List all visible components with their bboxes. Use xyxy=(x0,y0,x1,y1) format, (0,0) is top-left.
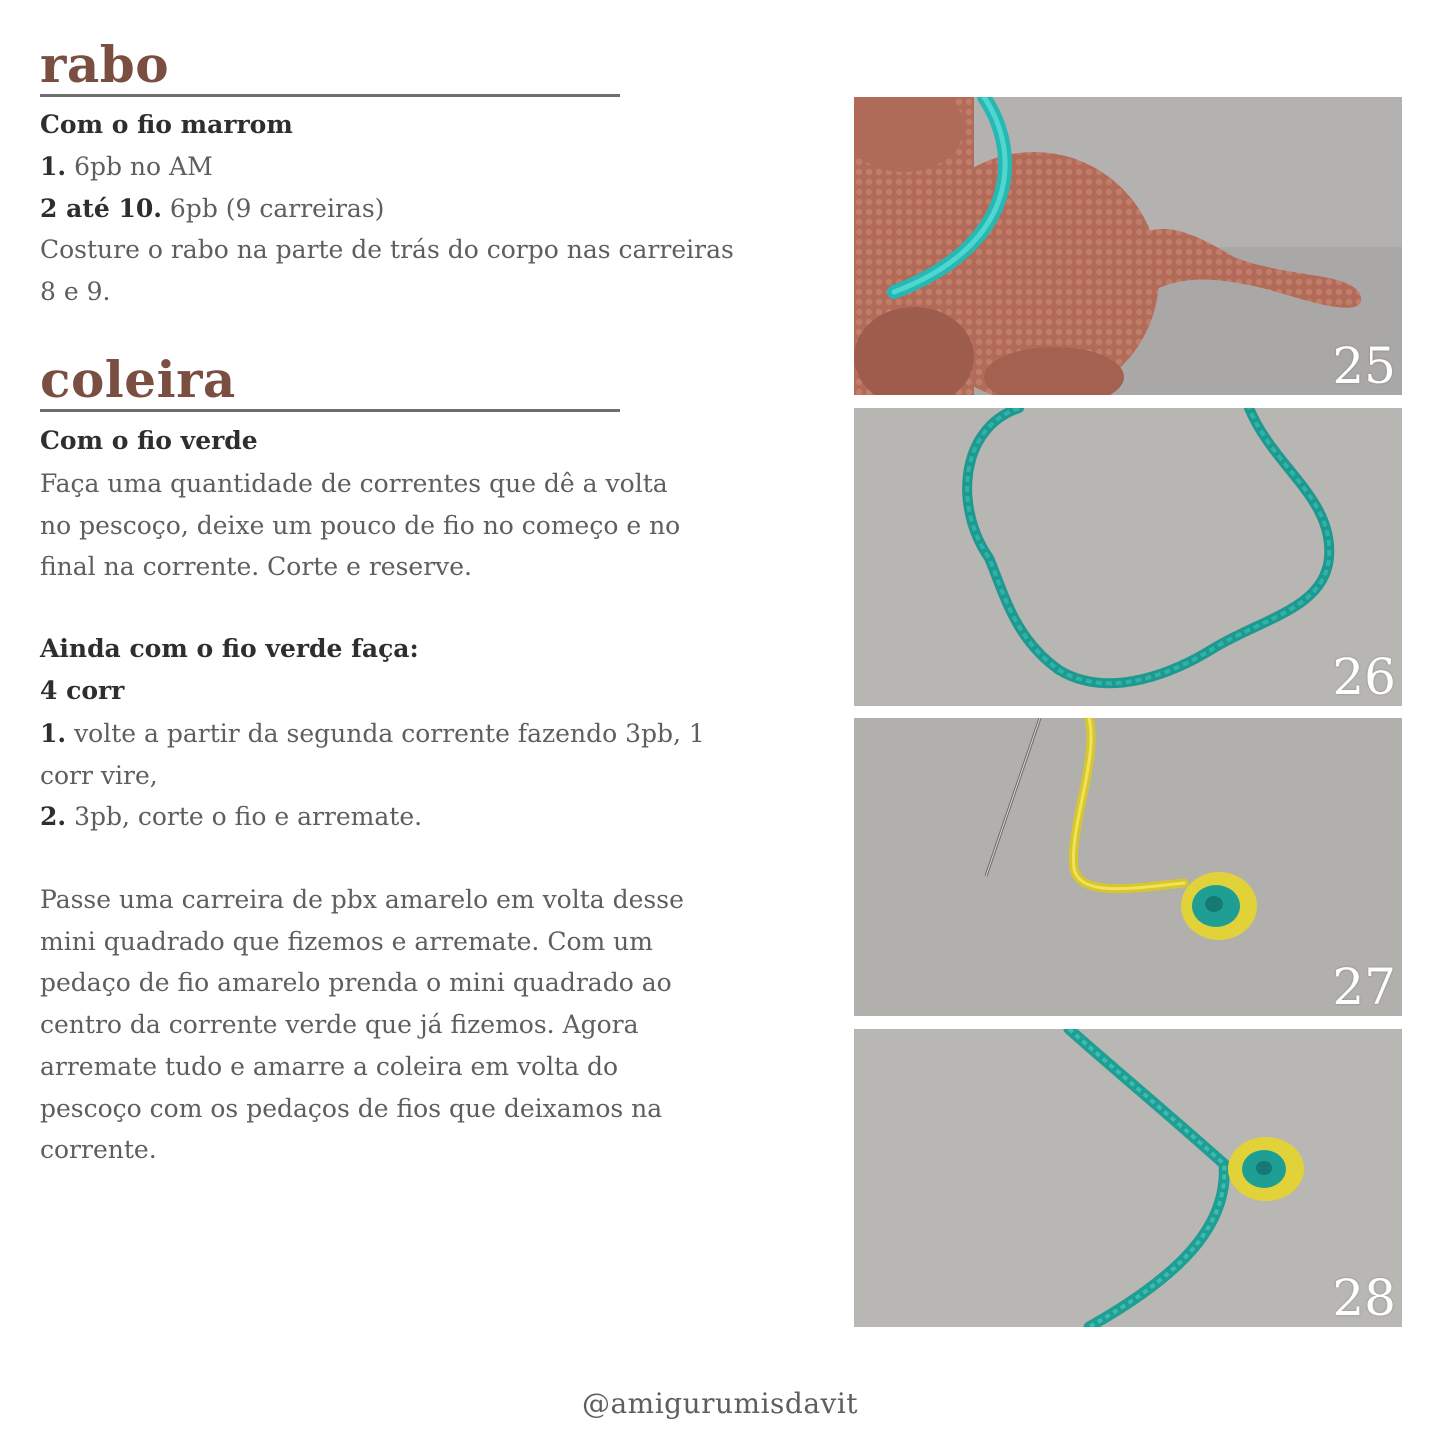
attached-square-illustration xyxy=(854,1029,1402,1327)
paragraph-line: no pescoço, deixe um pouco de fio no começo e no xyxy=(40,510,681,540)
paragraph-line: centro da corrente verde que já fizemos. Agora xyxy=(40,1010,639,1040)
paragraph-line: arremate tudo e amarre a coleira em volta do xyxy=(40,1051,619,1081)
step-text: 3pb, corte o fio e arremate. xyxy=(74,802,423,832)
step-text: 6pb (9 carreiras) xyxy=(169,193,385,223)
paragraph-line: Passe uma carreira de pbx amarelo em volta desse xyxy=(40,885,684,914)
coleira-step-1-cont: corr vire, xyxy=(40,760,158,790)
coleira-final-paragraph xyxy=(40,879,684,1171)
photo-28-attached xyxy=(854,1029,1402,1327)
photo-number: 26 xyxy=(1332,648,1396,706)
step-text: 6pb no AM xyxy=(74,152,213,181)
title-divider xyxy=(40,94,620,97)
paragraph-line: mini quadrado que fizemos e arremate. Com um xyxy=(40,926,653,956)
coleira-chain-count: 4 corr xyxy=(40,676,125,705)
step-label: 1. xyxy=(40,719,67,748)
step-label: 1. xyxy=(40,152,67,181)
coleira-step-2 xyxy=(40,796,705,838)
crochet-body-illustration xyxy=(854,97,1402,395)
photo-number: 25 xyxy=(1332,337,1396,395)
rabo-step-1 xyxy=(40,146,734,188)
coleira-step-1 xyxy=(40,713,705,755)
paragraph-line: corrente. xyxy=(40,1135,157,1165)
coleira-yarn-label: Com o fio verde xyxy=(40,426,258,455)
photo-number: 28 xyxy=(1332,1269,1396,1327)
title-divider xyxy=(40,409,620,412)
coleira-subheading: Ainda com o fio verde faça: xyxy=(40,634,419,663)
rabo-steps xyxy=(40,146,734,313)
paragraph-line: final na corrente. Corte e reserve. xyxy=(40,552,473,582)
rabo-step-2 xyxy=(40,188,734,230)
rabo-yarn-label: Com o fio marrom xyxy=(40,110,293,139)
coleira-steps xyxy=(40,713,705,838)
rabo-note-line: 8 e 9. xyxy=(40,277,111,307)
step-text: volte a partir da segunda corrente fazendo 3pb, 1 xyxy=(74,719,705,748)
photo-25-tail xyxy=(854,97,1402,395)
paragraph-line: Faça uma quantidade de correntes que dê a volta xyxy=(40,469,668,498)
photo-27-mini-square xyxy=(854,718,1402,1016)
paragraph-line: pedaço de fio amarelo prenda o mini quadrado ao xyxy=(40,968,672,998)
photo-26-chain xyxy=(854,408,1402,706)
section-title-rabo: rabo xyxy=(40,35,170,94)
paragraph-line: pescoço com os pedaços de fios que deixamos na xyxy=(40,1093,663,1123)
section-title-coleira: coleira xyxy=(40,350,236,409)
rabo-note-line: Costure o rabo na parte de trás do corpo nas carreiras xyxy=(40,235,734,265)
green-chain-illustration xyxy=(854,408,1402,706)
step-label: 2 até 10. xyxy=(40,193,162,223)
mini-square-needle-illustration xyxy=(854,718,1402,1016)
coleira-intro xyxy=(40,463,680,588)
footer-handle: @amigurumisdavit xyxy=(581,1387,859,1420)
photo-number: 27 xyxy=(1332,958,1396,1016)
step-label: 2. xyxy=(40,802,67,832)
